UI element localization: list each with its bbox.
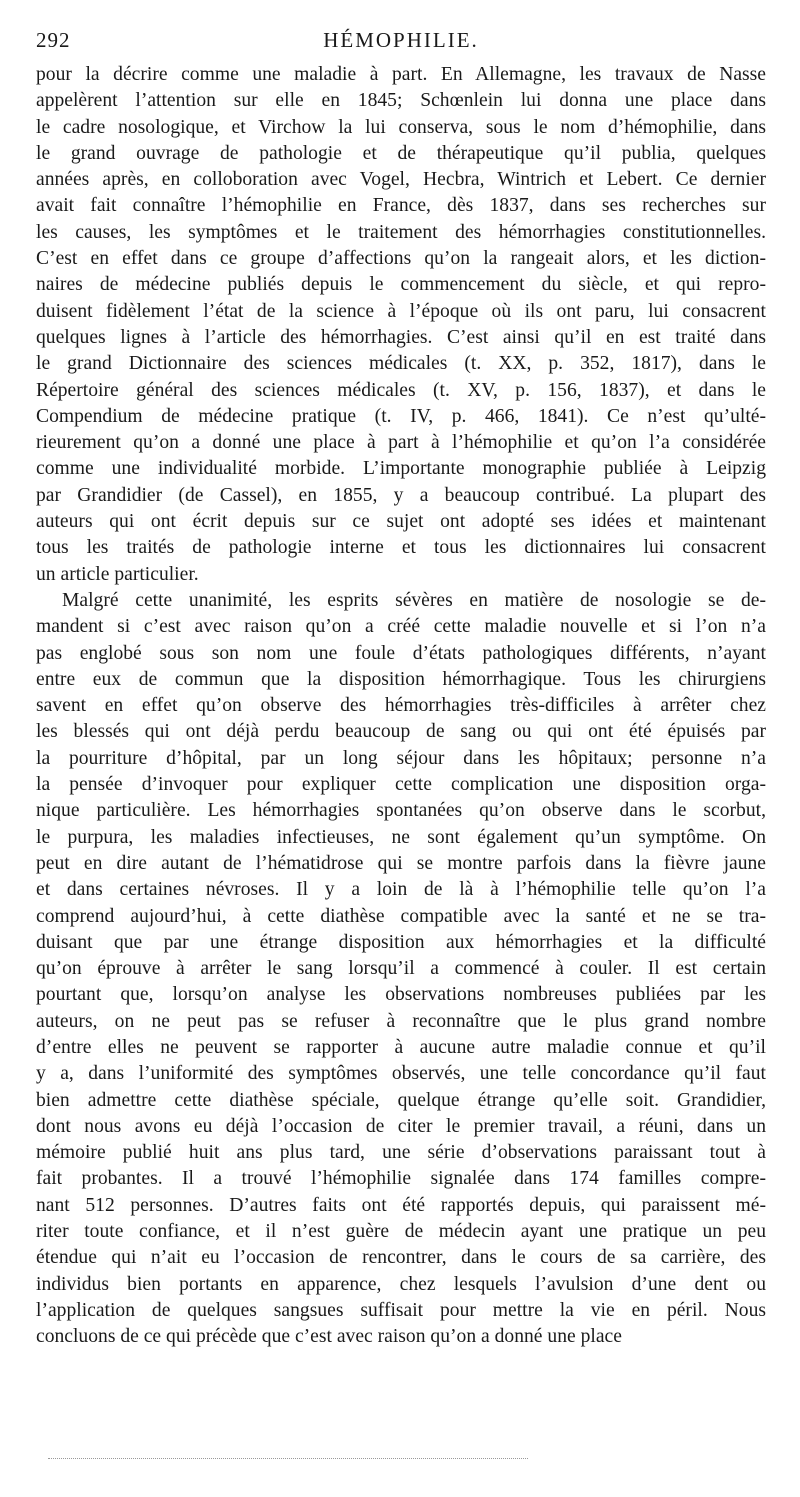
- text-line: comme une individualité morbide. L’importante monographie publiée à Leipzig: [36, 458, 766, 480]
- text-line: entre eux de commun que la disposition hémorrhagique. Tous les chirurgiens: [36, 668, 766, 690]
- text-line: individus bien portants en apparence, chez lesquels l’avulsion d’une dent ou: [36, 1273, 766, 1295]
- text-line: savent en effet qu’on observe des hémorrhagies très-difficiles à arrêter chez: [36, 695, 766, 717]
- text-line: les blessés qui ont déjà perdu beaucoup de sang ou qui ont été épuisés par: [36, 721, 766, 743]
- footer-rule: [48, 1458, 528, 1459]
- text-line: duisant que par une étrange disposition aux hémorrhagies et la difficulté: [36, 931, 766, 953]
- text-line: un article particulier.: [36, 563, 199, 585]
- text-line: auteurs, on ne peut pas se refuser à reconnaître que le plus grand nombre: [36, 1010, 766, 1032]
- paragraphs: [36, 62, 766, 1351]
- paragraph: [36, 588, 766, 1351]
- text-line: auteurs qui ont écrit depuis sur ce sujet ont adopté ses idées et maintenant: [36, 511, 766, 533]
- text-line: et dans certaines névroses. Il y a loin de là à l’hémophilie telle qu’on l’a: [36, 879, 766, 901]
- text-line: avait fait connaître l’hémophilie en France, dès 1837, dans ses recherches sur: [36, 195, 766, 217]
- text-line: dont nous avons eu déjà l’occasion de citer le premier travail, a réuni, dans un: [36, 1115, 766, 1137]
- page-number: 292: [36, 28, 71, 52]
- text-line: Répertoire général des sciences médicales (t. XV, p. 156, 1837), et dans le: [36, 379, 766, 401]
- text-line: pourtant que, lorsqu’on analyse les observations nombreuses publiées par les: [36, 984, 766, 1006]
- text-line: duisent fidèlement l’état de la science à l’époque où ils ont paru, lui consacrent: [36, 300, 766, 322]
- text-line: y a, dans l’uniformité des symptômes observés, une telle concordance qu’il faut: [36, 1063, 766, 1085]
- text-line: la pensée d’invoquer pour expliquer cette complication une disposition orga-: [36, 774, 766, 796]
- text-line: peut en dire autant de l’hématidrose qui se montre parfois dans la fièvre jaune: [36, 852, 766, 874]
- text-line: Compendium de médecine pratique (t. IV, p. 466, 1841). Ce n’est qu’ulté-: [36, 405, 766, 427]
- page: [36, 22, 766, 1351]
- text-line: quelques lignes à l’article des hémorrhagies. C’est ainsi qu’il en est traité dans: [36, 326, 766, 348]
- text-line: riter toute confiance, et il n’est guère de médecin ayant une pratique un peu: [36, 1221, 766, 1243]
- text-line: mandent si c’est avec raison qu’on a créé cette maladie nouvelle et si l’on n’a: [36, 616, 766, 638]
- text-line: Malgré cette unanimité, les esprits sévères en matière de nosologie se de-: [62, 589, 766, 611]
- text-line: nant 512 personnes. D’autres faits ont été rapportés depuis, qui paraissent mé-: [36, 1194, 766, 1216]
- text-line: tous les traités de pathologie interne et tous les dictionnaires lui consacrent: [36, 537, 766, 559]
- text-line: par Grandidier (de Cassel), en 1855, y a beaucoup contribué. La plupart des: [36, 484, 766, 506]
- text-line: le grand Dictionnaire des sciences médicales (t. XX, p. 352, 1817), dans le: [36, 353, 766, 375]
- paragraph: [36, 62, 766, 588]
- text-line: C’est en effet dans ce groupe d’affections qu’on la rangeait alors, et les diction-: [36, 248, 766, 270]
- text-line: rieurement qu’on a donné une place à part à l’hémophilie et qu’on l’a considérée: [36, 432, 766, 454]
- text-line: étendue qui n’ait eu l’occasion de rencontrer, dans le cours de sa carrière, des: [36, 1247, 766, 1269]
- text-line: le cadre nosologique, et Virchow la lui conserva, sous le nom d’hémophilie, dans: [36, 116, 766, 138]
- text-line: le grand ouvrage de pathologie et de thérapeutique qu’il publia, quelques: [36, 142, 766, 164]
- running-head: [36, 22, 766, 58]
- text-line: fait probantes. Il a trouvé l’hémophilie signalée dans 174 familles compre-: [36, 1168, 766, 1190]
- text-line: d’entre elles ne peuvent se rapporter à aucune autre maladie connue et qu’il: [36, 1036, 766, 1058]
- text-line: qu’on éprouve à arrêter le sang lorsqu’il a commencé à couler. Il est certain: [36, 958, 766, 980]
- text-line: bien admettre cette diathèse spéciale, quelque étrange qu’elle soit. Grandidier,: [36, 1089, 766, 1111]
- text-line: nique particulière. Les hémorrhagies spontanées qu’on observe dans le scorbut,: [36, 800, 766, 822]
- text-line: le purpura, les maladies infectieuses, ne sont également qu’un symptôme. On: [36, 826, 766, 848]
- text-line: pour la décrire comme une maladie à part. En Allemagne, les travaux de Nasse: [36, 64, 766, 85]
- text-line: années après, en colloboration avec Vogel, Hecbra, Wintrich et Lebert. Ce dernier: [36, 169, 766, 191]
- text-line: l’application de quelques sangsues suffisait pour mettre la vie en péril. Nous: [36, 1299, 766, 1321]
- text-line: les causes, les symptômes et le traitement des hémorrhagies constitutionnelles.: [36, 221, 766, 243]
- text-line: comprend aujourd’hui, à cette diathèse compatible avec la santé et ne se tra-: [36, 905, 766, 927]
- text-line: pas englobé sous son nom une foule d’états pathologiques différents, n’ayant: [36, 642, 766, 664]
- running-title: HÉMOPHILIE.: [323, 28, 479, 52]
- text-line: mémoire publié huit ans plus tard, une série d’observations paraissant tout à: [36, 1142, 766, 1164]
- text-line: concluons de ce qui précède que c’est avec raison qu’on a donné une place: [36, 1326, 622, 1348]
- text-line: appelèrent l’attention sur elle en 1845; Schœnlein lui donna une place dans: [36, 90, 766, 112]
- text-line: naires de médecine publiés depuis le commencement du siècle, et qui repro-: [36, 274, 766, 296]
- text-line: la pourriture d’hôpital, par un long séjour dans les hôpitaux; personne n’a: [36, 747, 766, 769]
- text-block: [36, 62, 766, 1351]
